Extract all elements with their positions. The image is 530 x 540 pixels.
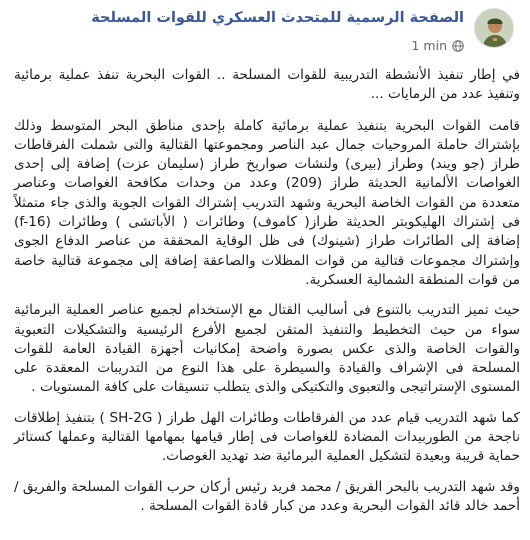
page-name-link[interactable]: الصفحة الرسمية للمتحدث العسكري للقوات المسلحة xyxy=(91,10,464,26)
soldier-avatar-icon xyxy=(475,9,514,48)
post-timestamp[interactable]: 1 min xyxy=(411,38,447,53)
post-meta xyxy=(412,38,465,53)
post-paragraph: وقد شهد التدريب بالبحر الفريق / محمد فريد رئيس أركان حرب القوات المسلحة والفريق / أحمد خالد قائد القوات البحرية وعدد من كبار قادة القوات المسلحة . xyxy=(14,478,520,514)
post-body xyxy=(14,66,520,516)
post-header xyxy=(14,0,520,66)
globe-icon[interactable] xyxy=(452,40,464,52)
page-avatar[interactable] xyxy=(474,8,514,48)
post-paragraph-headline: في إطار تنفيذ الأنشطة التدريبية للقوات المسلحة .. القوات البحرية تنفذ عملية برمائية وتنفيذ عدد من الرمايات ... xyxy=(14,67,520,103)
post-paragraph: كما شهد التدريب قيام عدد من الفرقاطات وطائرات الهل طراز ( SH-2G ) بتنفيذ إطلاقات ناجحة من الطوربيدات المضادة للغواصات فى إطار قيامها بمهامها القتالية وعملها كستائر حماية قريبة وبعيدة لتشكيل العملية البرمائية ضد تهديد الغوصات. xyxy=(14,409,520,465)
post-paragraph: قامت القوات البحرية بتنفيذ عملية برمائية كاملة بإحدى مناطق البحر المتوسط وذلك بإشتراك حاملة المروحيات جمال عبد الناصر ومجموعتها القتالية والتى شملت الفرقاطات طراز (جو ويند) وطراز (بيرى) ولنشات صواريخ طراز (سليمان عزت) إضافة إلى إحدى الغواصات الألمانية الحديثة طراز (209) وعدد من وحدات مكافحة الغواصات وعناصر متعددة من القوات الخاصة البحرية وشهد التدريب إشتراك القوات الجوية والذى جاء متمثلاً فى إشتراك الهليكوبتر الحديثة طراز( كاموف) وطائرات ( الأباتشى ) وطائرات (f-16) إضافة إلى الطائرات طراز (شينوك) فى ظل الوقاية المحققة من عناصر الدفاع الجوى وإشتراك مجموعات قتالية من قوات المظلات والصاعقة إضافة إلى مجموعة قتالية خاصة من قوات المنطقة الشمالية العسكرية. xyxy=(14,117,520,288)
post-paragraph: حيث تميز التدريب بالتنوع فى أساليب القتال مع الإستخدام لجميع عناصر العملية البرمائية سواء من حيث التخطيط والتنفيذ المتقن لجميع الأفرع الرئيسية والتشكيلات التعبوية والقوات الخاصة والذى عكس بصورة واضحة إمكانيات أجهزة القيادة العامة للقوات المسلحة فى الإشراف والقيادة والسيطرة على هذا النوع من التدريبات المعقدة على المستوى الإستراتيجى والتعبوى والتكتيكى والذى يتطلب تنسيقات على كافة المستويات . xyxy=(14,302,520,396)
